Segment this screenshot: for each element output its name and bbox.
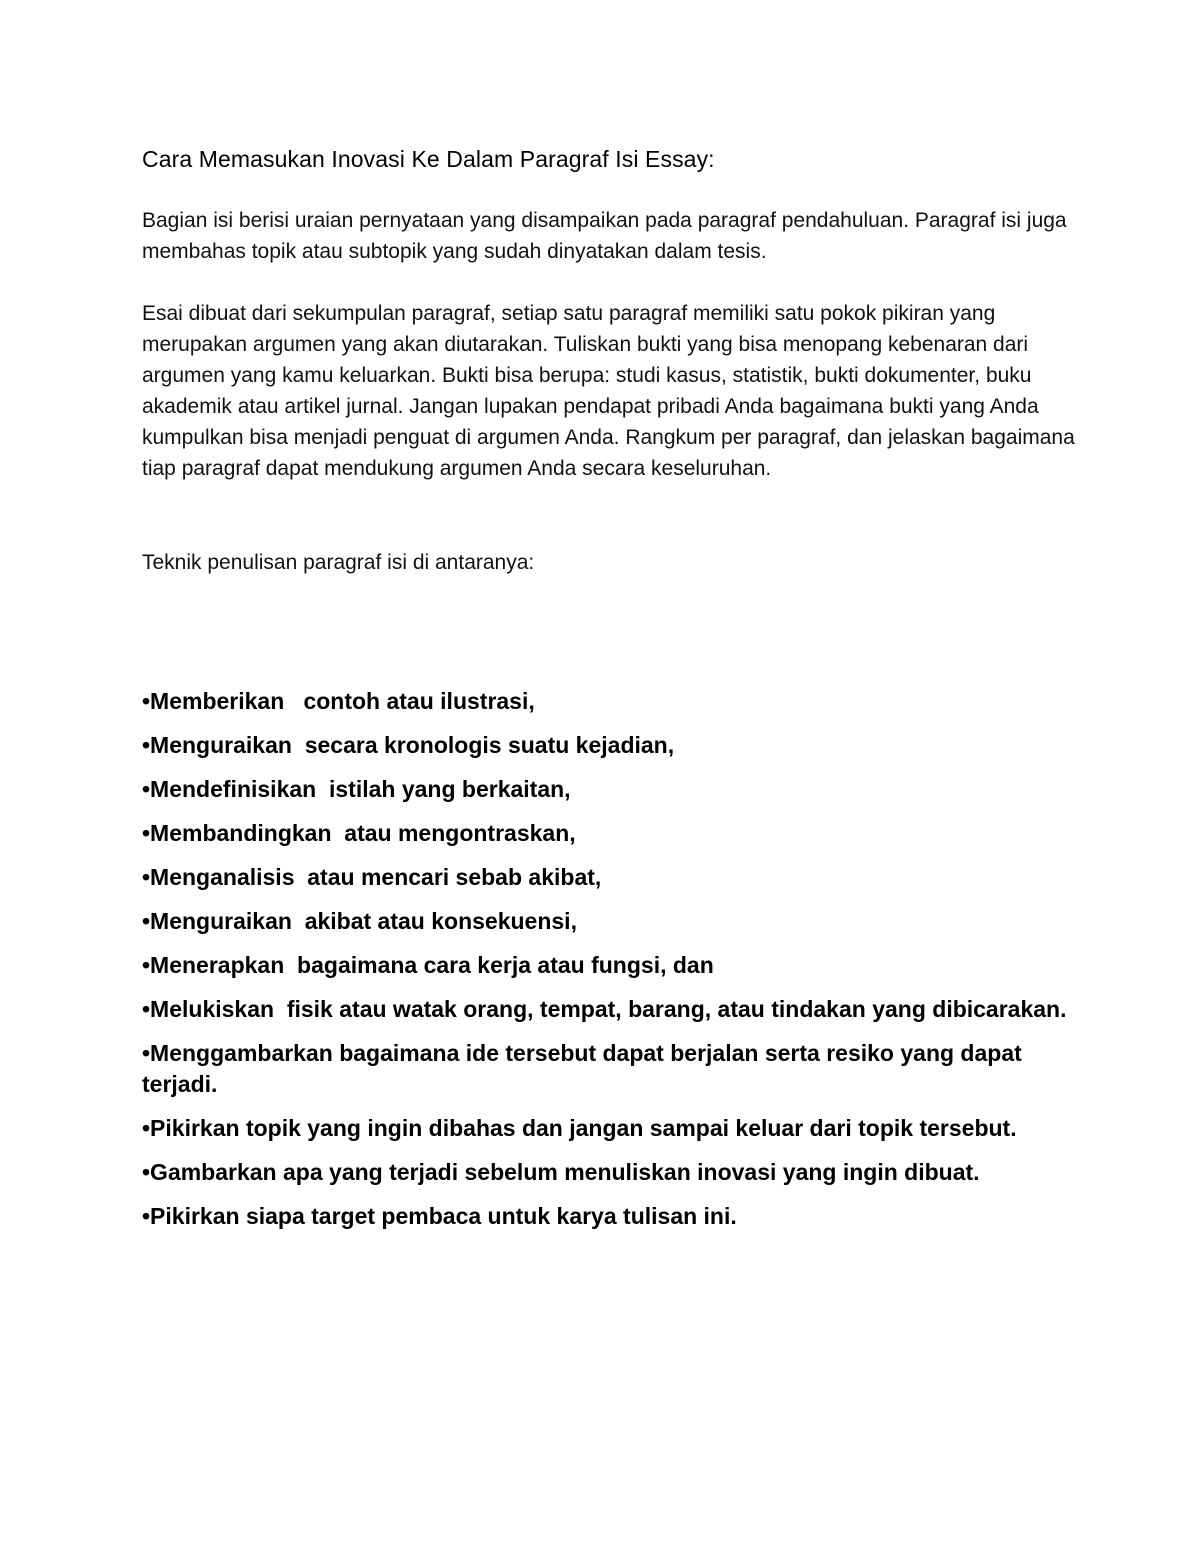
list-item: •Menerapkan bagaimana cara kerja atau fungsi, dan bbox=[142, 952, 714, 978]
list-item: •Membandingkan atau mengontraskan, bbox=[142, 820, 576, 846]
techniques-list bbox=[142, 686, 1072, 1245]
list-item: •Pikirkan siapa target pembaca untuk karya tulisan ini. bbox=[142, 1203, 737, 1229]
list-item: •Gambarkan apa yang terjadi sebelum menuliskan inovasi yang ingin dibuat. bbox=[142, 1159, 980, 1185]
document-title: Cara Memasukan Inovasi Ke Dalam Paragraf Isi Essay: bbox=[142, 146, 715, 172]
list-item: •Pikirkan topik yang ingin dibahas dan jangan sampai keluar dari topik tersebut. bbox=[142, 1115, 1017, 1141]
list-item: •Mendefinisikan istilah yang berkaitan, bbox=[142, 776, 571, 802]
list-item: •Menguraikan secara kronologis suatu kejadian, bbox=[142, 732, 675, 758]
list-item: •Menggambarkan bagaimana ide tersebut dapat berjalan serta resiko yang dapat terjadi. bbox=[142, 1040, 1029, 1097]
list-item: •Melukiskan fisik atau watak orang, tempat, barang, atau tindakan yang dibicarakan. bbox=[142, 996, 1067, 1022]
paragraph-intro: Bagian isi berisi uraian pernyataan yang disampaikan pada paragraf pendahuluan. Paragraf isi juga membahas topik atau subtopik yang sudah dinyatakan dalam tesis. bbox=[142, 209, 1067, 263]
paragraph-essay-structure: Esai dibuat dari sekumpulan paragraf, setiap satu paragraf memiliki satu pokok pikiran yang merupakan argumen yang akan diutarakan. Tuliskan bukti yang bisa menopang kebenaran dari argumen yang kamu keluarkan. Bukti bisa berupa: studi kasus, statistik, bukti dokumenter, buku akademik atau artikel jurnal. Jangan lupakan pendapat pribadi Anda bagaimana bukti yang Anda kumpulkan bisa menjadi penguat di argumen Anda. Rangkum per paragraf, dan jelaskan bagaimana tiap paragraf dapat mendukung argumen Anda secara keseluruhan. bbox=[142, 302, 1075, 480]
list-item: •Memberikan contoh atau ilustrasi, bbox=[142, 688, 535, 714]
list-item: •Menguraikan akibat atau konsekuensi, bbox=[142, 908, 577, 934]
paragraph-techniques-lead: Teknik penulisan paragraf isi di antaranya: bbox=[142, 551, 535, 574]
list-item: •Menganalisis atau mencari sebab akibat, bbox=[142, 864, 602, 890]
